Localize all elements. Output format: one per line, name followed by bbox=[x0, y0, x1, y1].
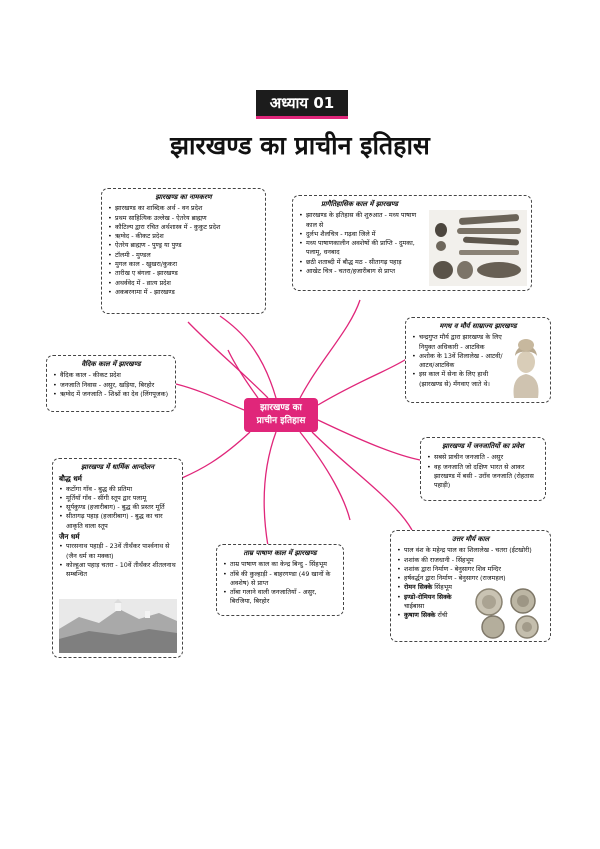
list-item: • ताँबा गलाने वाली जनजातियाँ - असुर, बिरजिया, बिरहोर bbox=[223, 588, 337, 607]
list-item: • अकबरनामा में - झारखण्ड bbox=[108, 288, 259, 297]
copper-title: ताम्र पाषाण काल में झारखण्ड bbox=[243, 549, 317, 557]
list-item: • कौटिल्य द्वारा रचित अर्थशास्त्र में - कुकुट प्रदेश bbox=[108, 223, 259, 232]
vedic-title: वैदिक काल में झारखण्ड bbox=[81, 360, 141, 368]
list-item: • ऋग्वेद में जनजाति - शिश्नों का देव (लिंगपूजक) bbox=[53, 390, 169, 399]
list-item: • तारीख ए बंगला - झारखण्ड bbox=[108, 269, 259, 278]
connector-naming bbox=[220, 316, 276, 398]
list-item: • वैदिक काल - कीकट प्रदेश bbox=[53, 371, 169, 380]
list-item: • झारखण्ड का शाब्दिक अर्थ - वन प्रदेश bbox=[108, 204, 259, 213]
list-item: • पारसनाथ पहाड़ी - 23वें तीर्थंकर पार्श्वनाथ से (जैन धर्म का मक्का) bbox=[59, 542, 176, 561]
list-item: • शशांक द्वारा निर्माण - बेनुसागर शिव मन्दिर bbox=[397, 565, 544, 574]
connector-extra-1 bbox=[228, 350, 258, 398]
connector-tribes bbox=[318, 420, 420, 460]
list-item: • आखेट चित्र - चतरा/हजारीबाग से प्राप्त bbox=[299, 267, 427, 276]
list-item: • अथर्ववेद में - व्रात्य प्रदेश bbox=[108, 279, 259, 288]
center-line-2: प्राचीन इतिहास bbox=[256, 416, 306, 426]
list-item: • प्रथम साहित्यिक उल्लेख - ऐतरेय ब्राह्मण bbox=[108, 214, 259, 223]
list-item: • सबसे प्राचीन जनजाति - असुर bbox=[427, 453, 539, 462]
connector-naming-2 bbox=[188, 322, 268, 398]
connector-vedic bbox=[176, 384, 244, 410]
vedic-list bbox=[53, 371, 169, 399]
religious-title: झारखण्ड में धार्मिक आन्दोलन bbox=[80, 463, 155, 471]
tribes-list bbox=[427, 453, 539, 490]
center-topic-node bbox=[244, 398, 318, 432]
list-item: • झारखण्ड के इतिहास की शुरुआत - मध्य पाषाण काल से bbox=[299, 211, 427, 230]
buddhist-heading: बौद्ध धर्म bbox=[59, 474, 82, 484]
list-item: • जनजाति निवास - असुर, खड़िया, बिरहोर bbox=[53, 381, 169, 390]
list-item: • मध्य पाषाणकालीन अवशेषों की प्राप्ति - दुमका, पलामू, धनबाद bbox=[299, 239, 427, 258]
connector-prehistoric bbox=[300, 300, 360, 398]
list-item: • कोल्हुआ पहाड़ चतरा - 10वें तीर्थंकर शीतलनाथ सम्बन्धित bbox=[59, 561, 176, 580]
list-item: • कटोंगा गाँव - बुद्ध की प्रतिमा bbox=[59, 485, 176, 494]
prehistoric-list bbox=[299, 211, 427, 276]
naming-box bbox=[101, 188, 266, 314]
post-mauryan-title: उत्तर मौर्य काल bbox=[451, 535, 490, 543]
tribes-box bbox=[420, 437, 546, 501]
post-mauryan-box bbox=[390, 530, 551, 642]
coin-label: रोमन सिक्के bbox=[404, 583, 433, 592]
list-item: • शशांक की राजधानी - सिंहभूम bbox=[397, 556, 544, 565]
naming-title: झारखण्ड का नामकरण bbox=[155, 193, 212, 201]
vedic-box bbox=[46, 355, 176, 412]
connector-extra-2 bbox=[300, 432, 350, 520]
coins-image bbox=[473, 587, 547, 639]
mauryan-bust-image bbox=[506, 336, 546, 398]
buddhist-list bbox=[59, 485, 176, 531]
list-item: • सूर्यकुण्ड (हजारीबाग) - बुद्ध की प्रस्तर मूर्ति bbox=[59, 503, 176, 512]
jain-heading: जैन धर्म bbox=[59, 532, 80, 542]
coin-label: कुषाण सिक्के bbox=[404, 611, 436, 620]
coin-place: चाईबासा bbox=[404, 602, 425, 611]
list-item: • मुगल काल - खुखरा/कुकरा bbox=[108, 260, 259, 269]
coins-list bbox=[397, 583, 469, 620]
copper-list bbox=[223, 560, 337, 606]
list-item: • सीतागढ़ पहाड़ (हजारीबाग) - बुद्ध का चार आकृति वाला स्तूप bbox=[59, 512, 176, 531]
list-item: • दुर्लभ शैलचित्र - गढ़वा जिले में bbox=[299, 230, 427, 239]
list-item: • इस काल में सेना के लिए हाथी (झारखण्ड से) मँगवाए जाते थे। bbox=[412, 370, 508, 389]
list-item bbox=[397, 593, 469, 612]
jain-list bbox=[59, 542, 176, 579]
list-item: • अशोक के 13वें शिलालेख - आटवी/आटव/आटविक bbox=[412, 352, 508, 371]
mauryan-list bbox=[412, 333, 508, 389]
mauryan-title: मगध व मौर्य साम्राज्य झारखण्ड bbox=[439, 322, 517, 330]
coin-label: इण्डो-रोमियन सिक्के bbox=[404, 592, 452, 601]
connector-mauryan bbox=[318, 358, 408, 405]
prehistoric-title: प्रागैतिहासिक काल में झारखण्ड bbox=[321, 200, 398, 208]
list-item: • ऋग्वेद - कीकट प्रदेश bbox=[108, 232, 259, 241]
connector-postmauryan bbox=[312, 432, 412, 530]
coin-place: सिंहभूम bbox=[434, 583, 452, 592]
hill-temple-image bbox=[59, 599, 177, 653]
list-item: • वह जनजाति जो दक्षिण भारत से आकर झारखण्ड में बसी - उराँव जनजाति (रोहतास पहाड़ी) bbox=[427, 463, 539, 491]
list-item bbox=[397, 611, 469, 620]
connector-copper bbox=[264, 432, 276, 546]
stone-tools-image bbox=[429, 210, 527, 286]
religious-box bbox=[52, 458, 183, 658]
list-item: • ताम्र पाषाण काल का केन्द्र बिन्दु - सिंहभूम bbox=[223, 560, 337, 569]
post-mauryan-list bbox=[397, 546, 544, 583]
copper-box bbox=[216, 544, 344, 616]
list-item: • पाल वंश के महेन्द्र पाल का शिलालेख - चतरा (ईटखोरी) bbox=[397, 546, 544, 555]
list-item: • मूर्तियाँ गाँव - सींगी स्तूप द्वार पलामू bbox=[59, 494, 176, 503]
list-item bbox=[397, 583, 469, 592]
naming-list bbox=[108, 204, 259, 297]
center-line-1: झारखण्ड का bbox=[260, 403, 302, 413]
chapter-badge: अध्याय 01 bbox=[256, 90, 348, 119]
coin-place: राँची bbox=[437, 611, 448, 620]
prehistoric-box bbox=[292, 195, 532, 291]
list-item: • चन्द्रगुप्त मौर्य द्वारा झारखण्ड के लिए नियुक्त अधिकारी - आटविक bbox=[412, 333, 508, 352]
list-item: • छठी शताब्दी में बौद्ध मठ - सीतागढ़ पहाड़ bbox=[299, 258, 427, 267]
list-item: • हर्षवर्द्धन द्वारा निर्माण - बेनुसागर (राजमहल) bbox=[397, 574, 544, 583]
connector-religious bbox=[182, 432, 250, 478]
mauryan-box bbox=[405, 317, 551, 403]
page-title: झारखण्ड का प्राचीन इतिहास bbox=[170, 131, 430, 160]
list-item: • ताँबे की कुल्हाड़ी - बाहरगण्डा (49 खानों के अवशेष) से प्राप्त bbox=[223, 570, 337, 589]
tribes-title: झारखण्ड में जनजातियों का प्रवेश bbox=[442, 442, 524, 450]
list-item: • टॉलमी - मुण्डल bbox=[108, 251, 259, 260]
list-item: • ऐतरेय ब्राह्मण - पुण्ड्र या पुण्ड bbox=[108, 241, 259, 250]
